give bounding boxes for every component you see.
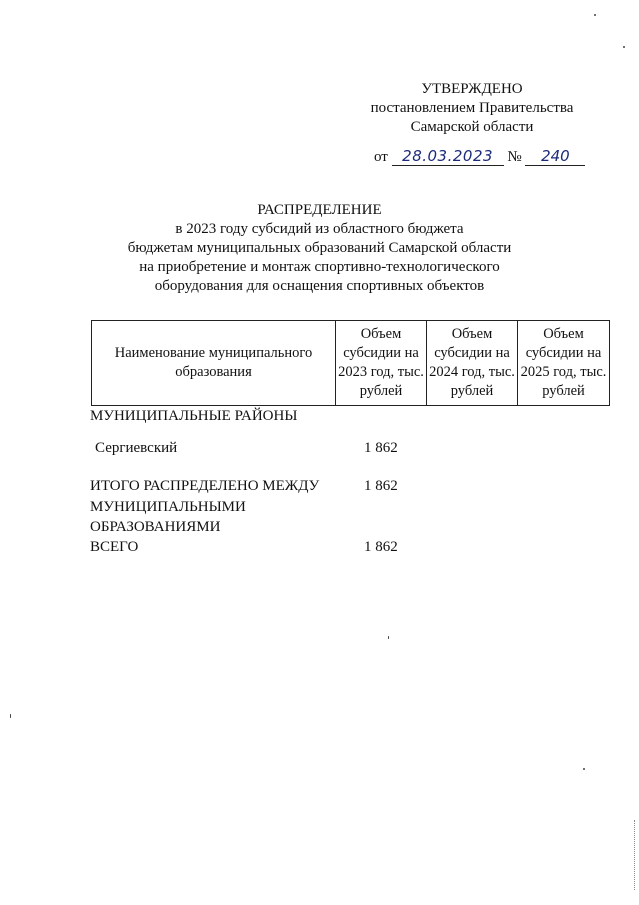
approval-line-region: Самарской области: [410, 119, 534, 135]
title-line: оборудования для оснащения спортивных объектов: [154, 278, 485, 294]
scan-speck: [583, 768, 585, 770]
row-value-2023: 1 862: [364, 440, 398, 456]
decree-number: 240: [525, 148, 585, 166]
title-heading: РАСПРЕДЕЛЕНИЕ: [257, 202, 382, 218]
decree-date: 28.03.2023: [392, 148, 504, 166]
approval-title: УТВЕРЖДЕНО: [421, 81, 523, 97]
column-header-2023: Объем субсидии на 2023 год, тыс. рублей: [336, 321, 427, 406]
decree-prefix: от: [374, 149, 388, 165]
column-header-2025: Объем субсидии на 2025 год, тыс. рублей: [518, 321, 610, 406]
approval-stamp: [352, 80, 592, 137]
column-header-municipality: Наименование муниципального образования: [92, 321, 336, 406]
distribution-table-header: [91, 320, 610, 406]
title-line: на приобретение и монтаж спортивно-технологического: [139, 259, 500, 275]
scan-speck: [10, 714, 11, 718]
scan-edge-marks: [634, 820, 637, 890]
approval-line-decree: постановлением Правительства: [370, 100, 574, 116]
section-header: МУНИЦИПАЛЬНЫЕ РАЙОНЫ: [90, 408, 298, 424]
title-line: бюджетам муниципальных образований Самарской области: [127, 240, 512, 256]
column-header-2024: Объем субсидии на 2024 год, тыс. рублей: [427, 321, 518, 406]
scan-speck: [594, 14, 596, 16]
scan-speck: [388, 636, 389, 639]
decree-reference: [374, 148, 585, 166]
grand-total-value-2023: 1 862: [364, 539, 398, 555]
document-title: [0, 201, 639, 296]
decree-number-sign: №: [507, 149, 522, 165]
grand-total-label: ВСЕГО: [90, 539, 139, 555]
scan-speck: [623, 46, 625, 48]
total-value-2023: 1 862: [364, 478, 398, 494]
row-municipality-name: Сергиевский: [95, 440, 178, 456]
title-line: в 2023 году субсидий из областного бюджета: [175, 221, 464, 237]
total-label: ИТОГО РАСПРЕДЕЛЕНО МЕЖДУ МУНИЦИПАЛЬНЫМИ ОБРАЗОВАНИЯМИ: [90, 478, 320, 535]
